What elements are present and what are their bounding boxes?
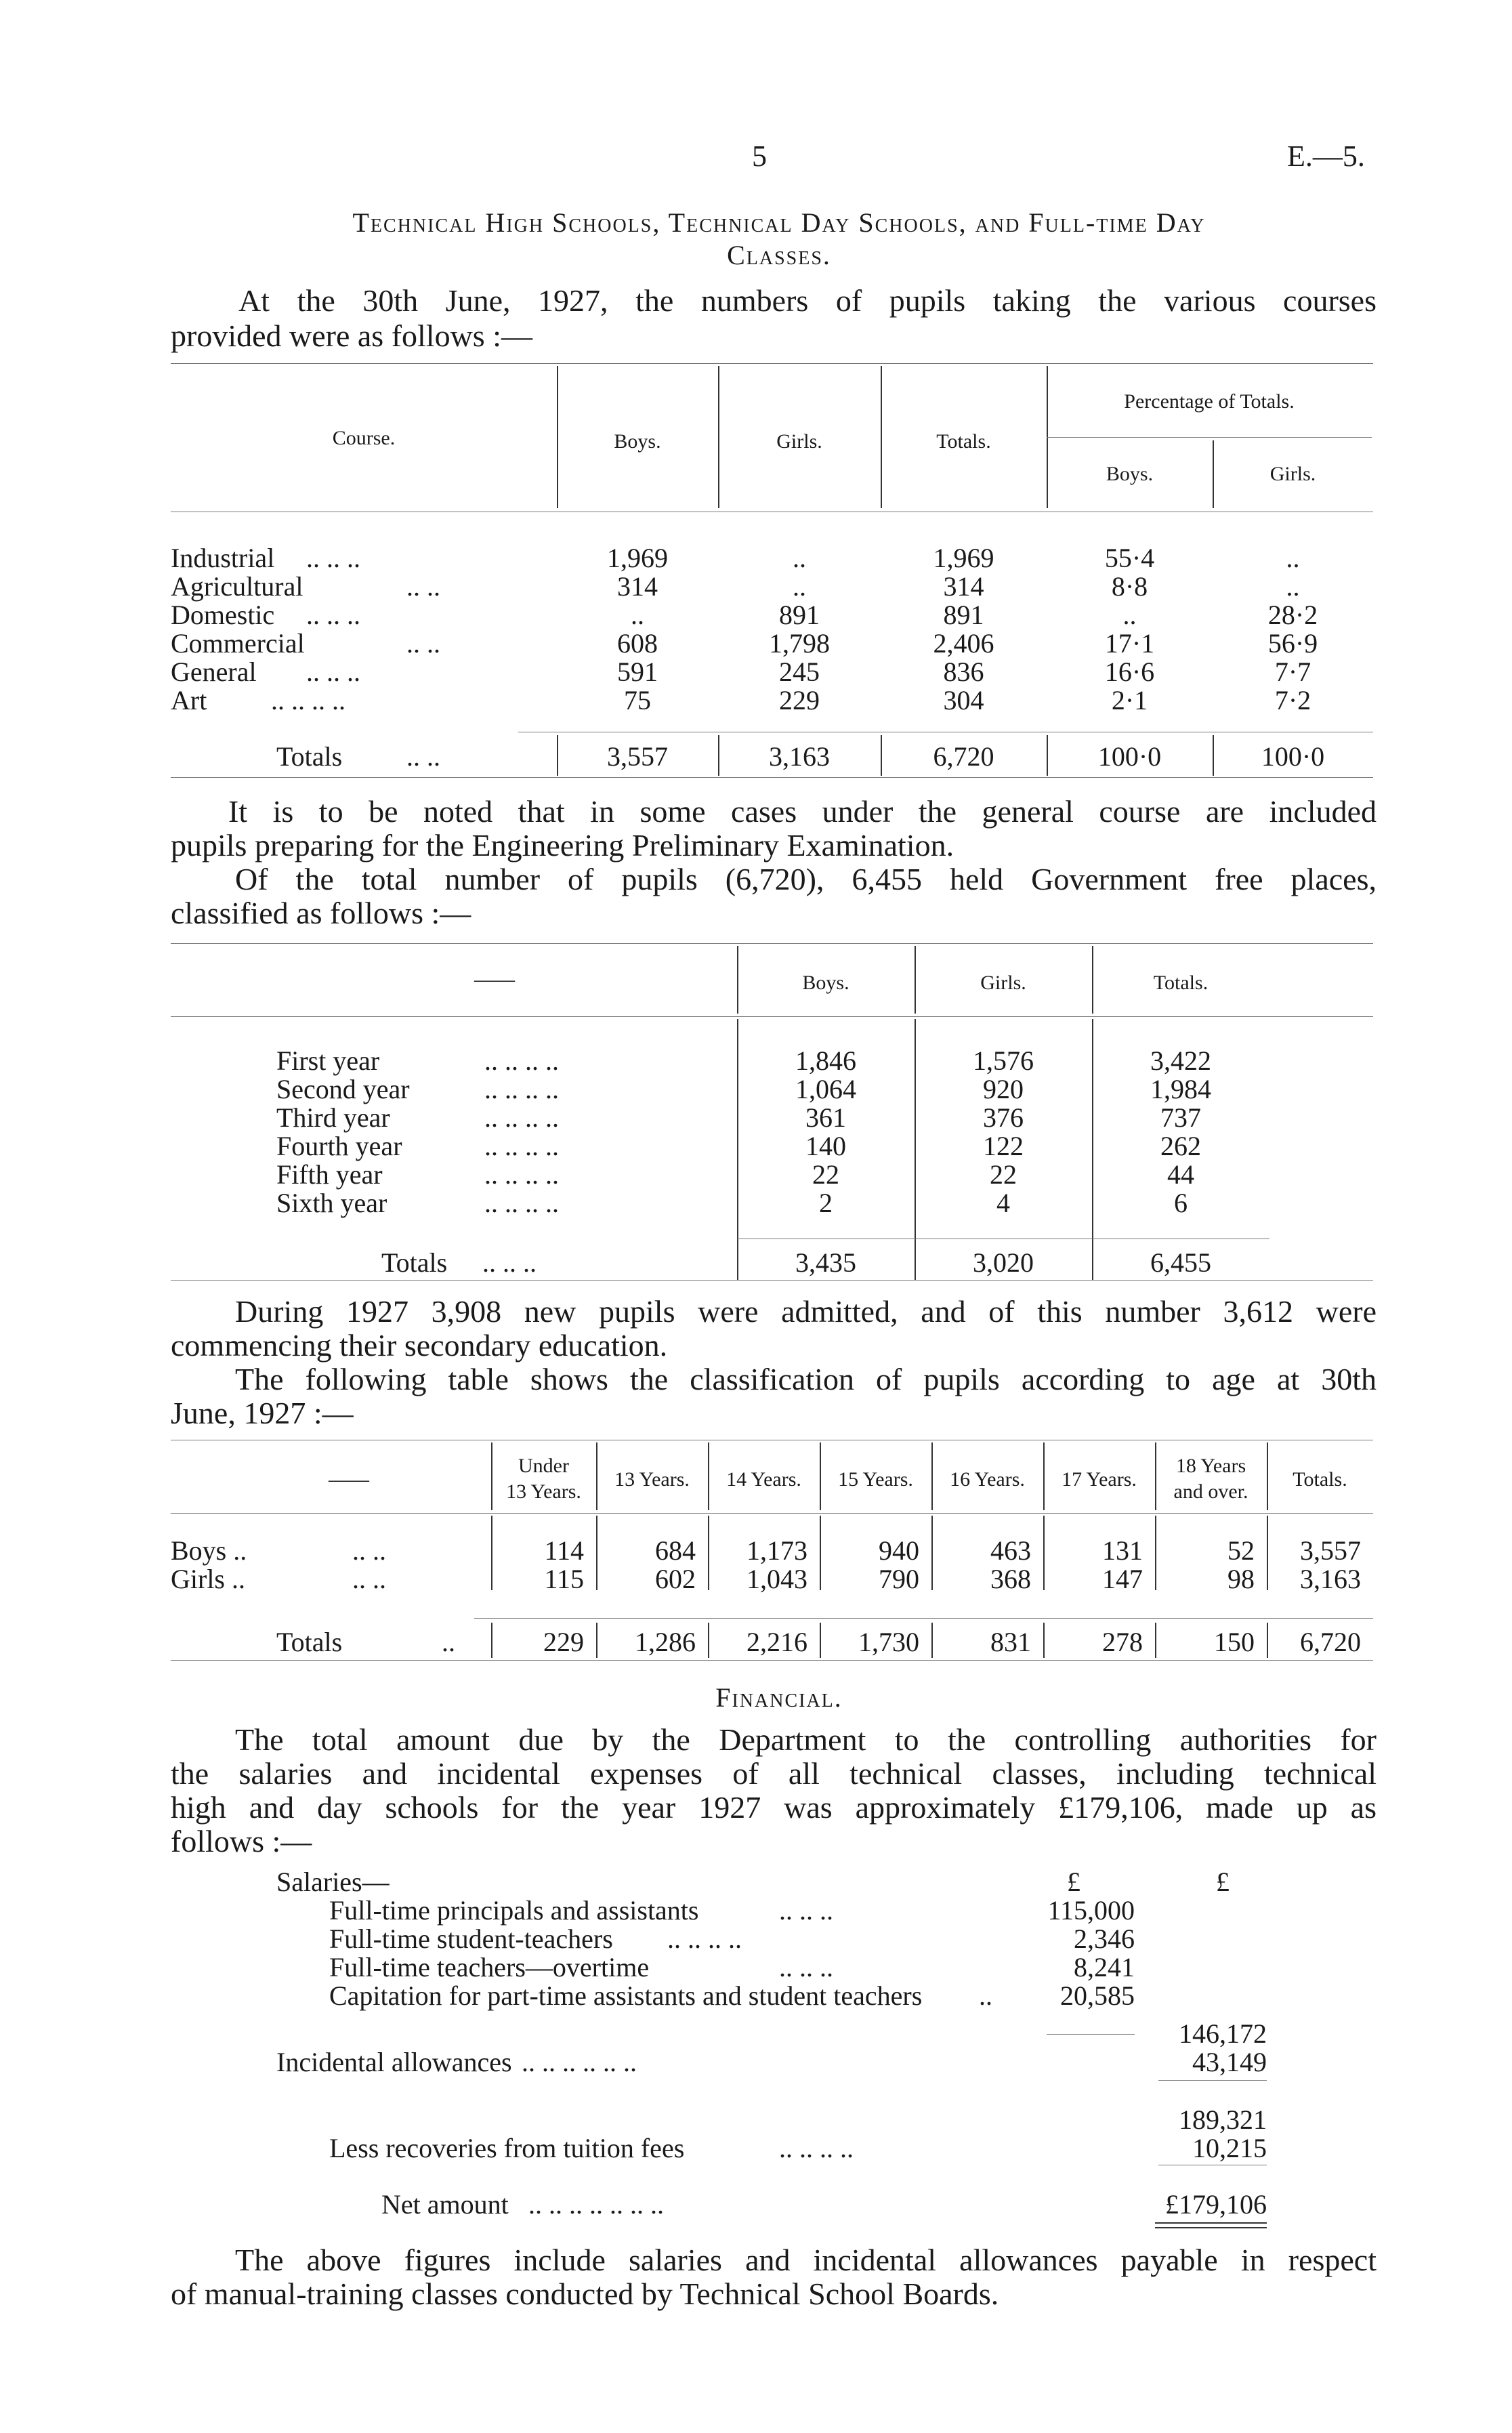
- cell-pct-girls: 100·0: [1261, 741, 1325, 772]
- cell-pct-boys: 16·6: [1104, 657, 1155, 687]
- cell-value: 1,043: [747, 1564, 807, 1594]
- dot-leader: .. .. ..: [306, 600, 360, 630]
- cell-boys: 608: [617, 628, 658, 659]
- salary-item-label: Capitation for part-time assistants and student teachers: [329, 1980, 923, 2011]
- cell-pct-girls: 56·9: [1267, 628, 1318, 659]
- cell-totals: 891: [943, 600, 984, 630]
- cell-girls: 891: [779, 600, 820, 630]
- cell-value: 131: [1102, 1535, 1143, 1566]
- financial-paragraph-line2: the salaries and incidental expenses of all technical classes, including technical: [171, 1756, 1377, 1791]
- col-header-totals: Totals.: [1293, 1468, 1347, 1491]
- cell-pct-boys: 2·1: [1111, 685, 1148, 715]
- cell-pct-girls: 7·2: [1274, 685, 1311, 715]
- incidental-label: Incidental allowances: [276, 2047, 512, 2077]
- cell-value: 6,720: [1300, 1627, 1361, 1657]
- salaries-label: Salaries—: [276, 1867, 390, 1897]
- col-header-girls: Girls.: [980, 972, 1026, 994]
- salary-item-label: Full-time student-teachers: [329, 1923, 613, 1954]
- dot-leader: .. .. ..: [306, 657, 360, 687]
- dot-leader: ..: [979, 1980, 992, 2011]
- dot-leader: .. .. ..: [779, 1952, 833, 1982]
- free-places-paragraph-line2: classified as follows :—: [171, 896, 471, 930]
- cell-boys: 3,435: [795, 1247, 856, 1278]
- row-label: Totals: [276, 1627, 343, 1657]
- financial-paragraph-line3: high and day schools for the year 1927 was approximately £179,106, made up as: [171, 1790, 1377, 1825]
- row-label: Boys ..: [171, 1535, 247, 1566]
- page-number: 5: [752, 140, 767, 173]
- col-header-course: Course.: [332, 427, 396, 449]
- cell-boys: 75: [624, 685, 651, 715]
- cell-pct-girls: 7·7: [1274, 657, 1311, 687]
- row-label: Commercial: [171, 628, 305, 659]
- cell-girls: 3,163: [769, 741, 830, 772]
- section-title-continued: Classes.: [727, 240, 831, 270]
- dot-leader: .. ..: [352, 1535, 386, 1566]
- cell-value: 3,557: [1300, 1535, 1361, 1566]
- cell-totals: 2,406: [933, 628, 994, 659]
- dot-leader: .. .. .. .. .. ..: [522, 2047, 637, 2077]
- cell-girls: 22: [990, 1159, 1017, 1190]
- col-header-blank: ——: [329, 1468, 369, 1491]
- cell-boys: 1,846: [795, 1045, 856, 1076]
- cell-totals: 6: [1174, 1188, 1188, 1218]
- row-label: Fifth year: [276, 1159, 383, 1190]
- cell-totals: 1,984: [1150, 1074, 1211, 1104]
- dot-leader: .. ..: [406, 741, 440, 772]
- cell-girls: 229: [779, 685, 820, 715]
- col-header-boys: Boys.: [614, 430, 661, 453]
- cell-totals: 6,455: [1150, 1247, 1211, 1278]
- cell-boys: 140: [805, 1131, 846, 1161]
- dot-leader: .. .. .. ..: [484, 1102, 559, 1133]
- cell-value: 790: [879, 1564, 919, 1594]
- cell-totals: 3,422: [1150, 1045, 1211, 1076]
- cell-totals: 836: [943, 657, 984, 687]
- col-header-pct-boys: Boys.: [1106, 463, 1154, 485]
- row-label: Sixth year: [276, 1188, 387, 1218]
- salaries-total: 146,172: [1179, 2018, 1267, 2049]
- cell-girls: 3,020: [973, 1247, 1034, 1278]
- cell-value: 229: [543, 1627, 584, 1657]
- cell-value: 3,163: [1300, 1564, 1361, 1594]
- salary-item-amount: 8,241: [1074, 1952, 1135, 1982]
- cell-pct-boys: 100·0: [1097, 741, 1162, 772]
- dot-leader: .. .. .. ..: [484, 1188, 559, 1218]
- dot-leader: .. .. .. ..: [484, 1131, 559, 1161]
- cell-value: 114: [544, 1535, 584, 1566]
- col-header-15: 15 Years.: [838, 1468, 913, 1491]
- dot-leader: .. .. .. ..: [779, 2133, 854, 2163]
- col-header-14: 14 Years.: [726, 1468, 801, 1491]
- cell-value: 684: [655, 1535, 696, 1566]
- dot-leader: .. .. .. ..: [484, 1045, 559, 1076]
- cell-girls: ..: [793, 543, 806, 573]
- cell-pct-boys: 8·8: [1111, 571, 1148, 602]
- financial-title: Financial.: [715, 1682, 843, 1713]
- cell-value: 831: [990, 1627, 1031, 1657]
- cell-totals: 304: [943, 685, 984, 715]
- cell-value: 278: [1102, 1627, 1143, 1657]
- section-title: Technical High Schools, Technical Day Schools, and Full-time Day: [352, 207, 1206, 238]
- cell-girls: 1,798: [769, 628, 830, 659]
- salary-item-label: Full-time teachers—overtime: [329, 1952, 650, 1982]
- row-label: Second year: [276, 1074, 410, 1104]
- col-header-totals: Totals.: [1153, 972, 1209, 994]
- financial-paragraph-line4: follows :—: [171, 1824, 312, 1858]
- cell-boys: 361: [805, 1102, 846, 1133]
- col-header-percentage: Percentage of Totals.: [1124, 390, 1295, 413]
- dot-leader: .. .. .. ..: [484, 1159, 559, 1190]
- cell-girls: 245: [779, 657, 820, 687]
- cell-value: 98: [1227, 1564, 1255, 1594]
- age-paragraph-line1: The following table shows the classification of pupils according to age at 30th: [235, 1362, 1377, 1396]
- cell-value: 115: [544, 1564, 584, 1594]
- cell-pct-girls: ..: [1286, 543, 1300, 573]
- col-header-18-b: and over.: [1173, 1480, 1248, 1503]
- cell-value: 463: [990, 1535, 1031, 1566]
- net-amount-label: Net amount: [381, 2189, 509, 2220]
- less-recoveries-amount: 10,215: [1192, 2133, 1267, 2163]
- financial-paragraph-line1: The total amount due by the Department to the controlling authorities for: [235, 1722, 1377, 1757]
- closing-paragraph-line1: The above figures include salaries and incidental allowances payable in respect: [235, 2243, 1377, 2277]
- col-header-totals: Totals.: [936, 430, 991, 453]
- dot-leader: ..: [442, 1627, 455, 1657]
- row-label: Fourth year: [276, 1131, 402, 1161]
- net-amount-value: £179,106: [1165, 2189, 1267, 2220]
- dot-leader: .. .. .. .. .. .. ..: [528, 2189, 664, 2220]
- row-label: Industrial: [171, 543, 275, 573]
- cell-value: 1,173: [747, 1535, 807, 1566]
- cell-value: 1,286: [635, 1627, 696, 1657]
- admissions-paragraph-line2: commencing their secondary education.: [171, 1328, 668, 1363]
- row-label: Art: [171, 685, 207, 715]
- salary-item-label: Full-time principals and assistants: [329, 1895, 699, 1926]
- cell-girls: 920: [983, 1074, 1024, 1104]
- col-header-girls: Girls.: [776, 430, 822, 453]
- cell-value: 147: [1102, 1564, 1143, 1594]
- cell-value: 940: [879, 1535, 919, 1566]
- row-label: Totals: [276, 741, 343, 772]
- col-header-under13-a: Under: [518, 1455, 569, 1477]
- cell-pct-boys: 17·1: [1104, 628, 1155, 659]
- cell-value: 368: [990, 1564, 1031, 1594]
- cell-value: 150: [1214, 1627, 1255, 1657]
- row-label: Domestic: [171, 600, 275, 630]
- dot-leader: .. ..: [406, 628, 440, 659]
- subtotal-amount: 189,321: [1179, 2104, 1267, 2135]
- cell-boys: 314: [617, 571, 658, 602]
- row-label: Third year: [276, 1102, 390, 1133]
- dot-leader: .. .. ..: [482, 1247, 537, 1278]
- cell-pct-girls: 28·2: [1267, 600, 1318, 630]
- cell-totals: 6,720: [933, 741, 994, 772]
- cell-pct-girls: ..: [1286, 571, 1300, 602]
- cell-totals: 44: [1167, 1159, 1194, 1190]
- cell-girls: 122: [983, 1131, 1024, 1161]
- cell-value: 52: [1227, 1535, 1255, 1566]
- col-header-blank: ——: [474, 968, 515, 991]
- cell-boys: 1,064: [795, 1074, 856, 1104]
- col-header-under13-b: 13 Years.: [506, 1480, 581, 1503]
- cell-boys: 22: [812, 1159, 839, 1190]
- col-header-13: 13 Years.: [614, 1468, 690, 1491]
- note-paragraph-line2: pupils preparing for the Engineering Preliminary Examination.: [171, 828, 954, 862]
- dot-leader: .. .. .. ..: [484, 1074, 559, 1104]
- col-header-16: 16 Years.: [950, 1468, 1025, 1491]
- col-header-17: 17 Years.: [1062, 1468, 1137, 1491]
- col-header-18-a: 18 Years: [1175, 1455, 1246, 1477]
- dot-leader: .. .. ..: [779, 1895, 833, 1926]
- cell-value: 2,216: [747, 1627, 807, 1657]
- salary-item-amount: 115,000: [1047, 1895, 1135, 1926]
- closing-paragraph-line2: of manual-training classes conducted by Technical School Boards.: [171, 2276, 999, 2311]
- cell-pct-boys: 55·4: [1104, 543, 1155, 573]
- cell-boys: 1,969: [607, 543, 668, 573]
- col-header-pct-girls: Girls.: [1269, 463, 1316, 485]
- incidental-amount: 43,149: [1192, 2047, 1267, 2077]
- less-recoveries-label: Less recoveries from tuition fees: [329, 2133, 685, 2163]
- row-label: Agricultural: [171, 571, 303, 602]
- intro-paragraph-line2: provided were as follows :—: [171, 318, 532, 353]
- cell-girls: 1,576: [973, 1045, 1034, 1076]
- row-label: Girls ..: [171, 1564, 245, 1594]
- cell-value: 602: [655, 1564, 696, 1594]
- free-places-paragraph-line1: Of the total number of pupils (6,720), 6,455 held Government free places,: [235, 862, 1377, 896]
- cell-pct-boys: ..: [1122, 600, 1137, 630]
- salary-item-amount: 20,585: [1060, 1980, 1135, 2011]
- cell-boys: ..: [631, 600, 644, 630]
- cell-totals: 1,969: [933, 543, 994, 573]
- cell-boys: 3,557: [607, 741, 668, 772]
- dot-leader: .. .. .. ..: [667, 1923, 742, 1954]
- row-label: General: [171, 657, 257, 687]
- cell-totals: 737: [1160, 1102, 1201, 1133]
- row-label: Totals: [381, 1247, 448, 1278]
- cell-girls: 376: [983, 1102, 1024, 1133]
- cell-totals: 314: [943, 571, 984, 602]
- age-paragraph-line2: June, 1927 :—: [171, 1396, 354, 1430]
- col-header-boys: Boys.: [802, 972, 849, 994]
- pound-sign-col1: £: [1067, 1867, 1080, 1897]
- cell-boys: 591: [617, 657, 658, 687]
- dot-leader: .. .. ..: [306, 543, 360, 573]
- salary-item-amount: 2,346: [1074, 1923, 1135, 1954]
- admissions-paragraph-line1: During 1927 3,908 new pupils were admitted, and of this number 3,612 were: [235, 1294, 1377, 1329]
- cell-girls: ..: [793, 571, 806, 602]
- note-paragraph-line1: It is to be noted that in some cases under the general course are included: [228, 794, 1377, 829]
- document-code: E.—5.: [1287, 140, 1365, 173]
- dot-leader: .. ..: [406, 571, 440, 602]
- intro-paragraph-line1: At the 30th June, 1927, the numbers of pupils taking the various courses: [238, 283, 1377, 318]
- cell-boys: 2: [819, 1188, 833, 1218]
- dot-leader: .. ..: [352, 1564, 386, 1594]
- cell-girls: 4: [996, 1188, 1010, 1218]
- dot-leader: .. .. .. ..: [271, 685, 345, 715]
- cell-totals: 262: [1160, 1131, 1201, 1161]
- pound-sign-col2: £: [1216, 1867, 1230, 1897]
- cell-value: 1,730: [858, 1627, 919, 1657]
- row-label: First year: [276, 1045, 380, 1076]
